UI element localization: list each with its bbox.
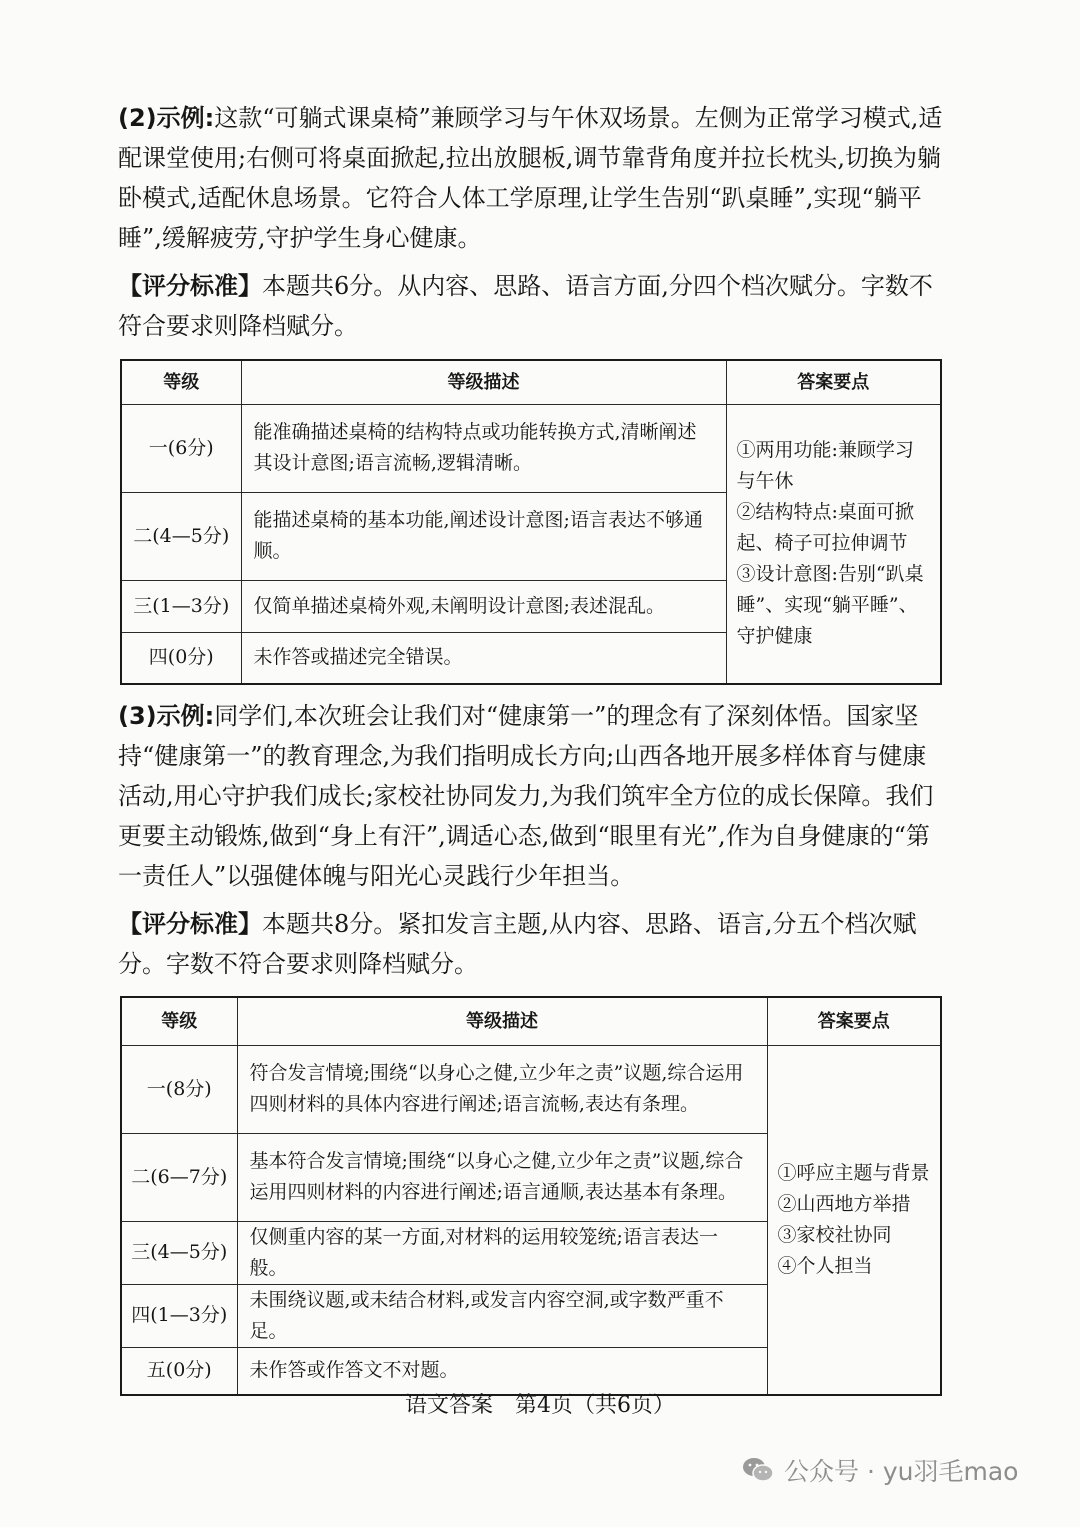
description-cell: 基本符合发言情境;围绕“以身心之健,立少年之责”议题,综合运用四则材料的内容进行阐述;语言通顺,表达基本有条理。 xyxy=(237,1133,767,1221)
table-row xyxy=(121,1045,941,1133)
key-points-cell xyxy=(767,1045,941,1395)
key-point: ①两用功能:兼顾学习与午休 xyxy=(736,439,914,493)
level-cell: 四(0分) xyxy=(121,632,241,684)
level-cell: 一(6分) xyxy=(121,404,241,492)
table-header-row xyxy=(121,997,941,1045)
level-cell: 四(1—3分) xyxy=(121,1284,237,1347)
table-row xyxy=(121,404,941,492)
description-cell: 能准确描述桌椅的结构特点或功能转换方式,清晰阐述其设计意图;语言流畅,逻辑清晰。 xyxy=(241,404,726,492)
level-cell: 三(4—5分) xyxy=(121,1221,237,1284)
q3-text: 同学们,本次班会让我们对“健康第一”的理念有了深刻体悟。国家坚持“健康第一”的教育理念,为我们指明成长方向;山西各地开展多样体育与健康活动,用心守护我们成长;家校社协同发力,为我们筑牢全方位的成长保障。我们更要主动锻炼,做到“身上有汗”,调适心态,做到“眼里有光”,作为自身健康的“第一责任人”以强健体魄与阳光心灵践行少年担当。 xyxy=(118,702,934,890)
key-point: ②结构特点:桌面可掀起、椅子可拉伸调节 xyxy=(736,501,914,555)
key-point: ②山西地方举措 xyxy=(777,1192,911,1215)
level-cell: 五(0分) xyxy=(121,1347,237,1395)
header-level: 等级 xyxy=(121,360,241,404)
q2-criteria-tag: 【评分标准】 xyxy=(118,272,262,300)
key-point: ③家校社协同 xyxy=(777,1223,892,1246)
description-cell: 仅侧重内容的某一方面,对材料的运用较笼统;语言表达一般。 xyxy=(237,1221,767,1284)
q2-criteria-text: 本题共6分。从内容、思路、语言方面,分四个档次赋分。字数不符合要求则降档赋分。 xyxy=(118,272,933,340)
rubric-table-2 xyxy=(120,996,942,1396)
q3-marker: (3)示例: xyxy=(118,702,215,730)
description-cell: 未作答或作答文不对题。 xyxy=(237,1347,767,1395)
page-footer: 语文答案 第4页（共6页） xyxy=(405,1393,675,1418)
header-key-points: 答案要点 xyxy=(726,360,941,404)
level-cell: 三(1—3分) xyxy=(121,580,241,632)
header-level: 等级 xyxy=(121,997,237,1045)
description-cell: 未围绕议题,或未结合材料,或发言内容空洞,或字数严重不足。 xyxy=(237,1284,767,1347)
header-description: 等级描述 xyxy=(241,360,726,404)
key-point: ④个人担当 xyxy=(777,1254,873,1277)
level-cell: 二(6—7分) xyxy=(121,1133,237,1221)
q3-answer xyxy=(118,696,944,896)
level-cell: 二(4—5分) xyxy=(121,492,241,580)
level-cell: 一(8分) xyxy=(121,1045,237,1133)
q3-criteria xyxy=(118,904,944,984)
q2-marker: (2)示例: xyxy=(118,104,215,132)
key-points-cell xyxy=(726,404,941,684)
q3-criteria-tag: 【评分标准】 xyxy=(118,910,262,938)
description-cell: 仅简单描述桌椅外观,未阐明设计意图;表述混乱。 xyxy=(241,580,726,632)
q2-text: 这款“可躺式课桌椅”兼顾学习与午休双场景。左侧为正常学习模式,适配课堂使用;右侧可将桌面掀起,拉出放腿板,调节靠背角度并拉长枕头,切换为躺卧模式,适配休息场景。它符合人体工学原理,让学生告别“趴桌睡”,实现“躺平睡”,缓解疲劳,守护学生身心健康。 xyxy=(118,104,943,252)
rubric-table-1 xyxy=(120,359,942,685)
table-header-row xyxy=(121,360,941,404)
q2-answer xyxy=(118,98,944,258)
q2-criteria xyxy=(118,266,944,346)
key-point: ③设计意图:告别“趴桌睡”、实现“躺平睡”、守护健康 xyxy=(736,563,924,648)
description-cell: 符合发言情境;围绕“以身心之健,立少年之责”议题,综合运用四则材料的具体内容进行阐述;语言流畅,表达有条理。 xyxy=(237,1045,767,1133)
key-point: ①呼应主题与背景 xyxy=(777,1161,930,1184)
q3-criteria-text: 本题共8分。紧扣发言主题,从内容、思路、语言,分五个档次赋分。字数不符合要求则降档赋分。 xyxy=(118,910,917,978)
header-description: 等级描述 xyxy=(237,997,767,1045)
watermark xyxy=(742,1450,1018,1490)
watermark-text: 公众号 · yu羽毛mao xyxy=(784,1457,1019,1486)
wechat-icon xyxy=(742,1456,774,1484)
description-cell: 能描述桌椅的基本功能,阐述设计意图;语言表达不够通顺。 xyxy=(241,492,726,580)
header-key-points: 答案要点 xyxy=(767,997,941,1045)
description-cell: 未作答或描述完全错误。 xyxy=(241,632,726,684)
